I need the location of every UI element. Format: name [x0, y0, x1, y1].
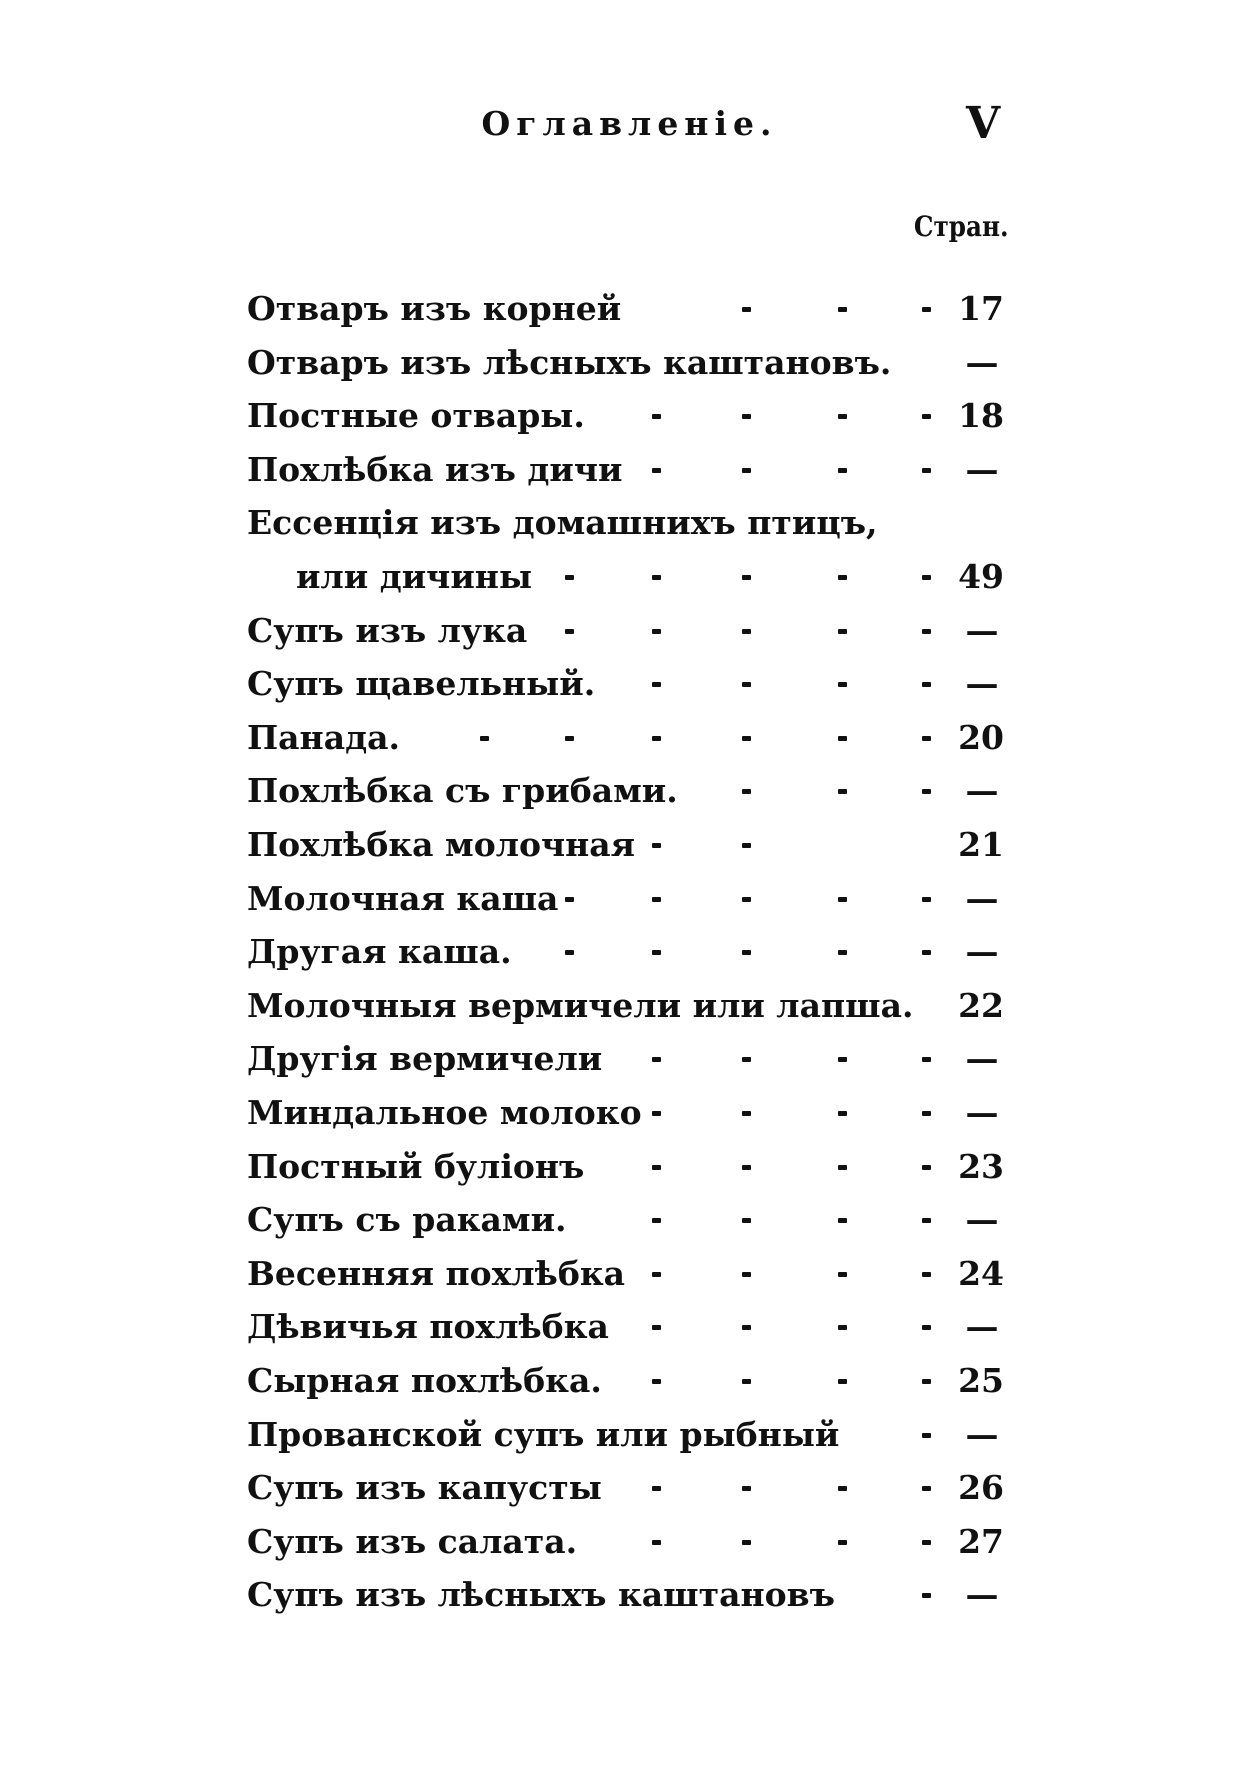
toc-entry [0, 1569, 1259, 1621]
leader-dot [565, 736, 574, 741]
toc-entry [0, 873, 1259, 925]
toc-entry-title: Сырная похлѣбка. [247, 1361, 602, 1400]
leader-dot [838, 1111, 847, 1116]
leader-dot [652, 1486, 661, 1491]
leader-dot [838, 1218, 847, 1223]
leader-dot [652, 1165, 661, 1170]
leader-dot [742, 1218, 751, 1223]
leader-dot [838, 789, 847, 794]
leader-dot [480, 736, 489, 741]
leader-dot [922, 629, 931, 634]
toc-entry-page: — [965, 449, 999, 489]
toc-entry-page: — [965, 1307, 999, 1347]
leader-dot [742, 307, 751, 312]
leader-dot [652, 897, 661, 902]
toc-entry-page: 49 [958, 557, 1004, 596]
toc-entry-page: 18 [958, 396, 1004, 436]
leader-dot [922, 1111, 931, 1116]
toc-entry-title: или дичины [296, 557, 533, 596]
leader-dot [838, 1165, 847, 1170]
leader-dot [652, 1325, 661, 1330]
leader-dot [922, 1540, 931, 1545]
toc-entry [0, 1355, 1259, 1407]
toc-entry-page: 27 [958, 1521, 1004, 1561]
toc-entry-page: 25 [958, 1361, 1004, 1400]
toc-entry [0, 1462, 1259, 1514]
leader-dot [742, 1111, 751, 1116]
toc-entry [0, 1516, 1259, 1568]
leader-dot [742, 682, 751, 687]
toc-entry [0, 1033, 1259, 1085]
leader-dot [652, 736, 661, 741]
leader-dot [922, 414, 931, 419]
toc-entry [0, 1194, 1259, 1246]
toc-entry-title: Постные отвары. [247, 396, 585, 436]
toc-entry-page: 26 [958, 1468, 1004, 1508]
toc-entry-page: 21 [958, 825, 1004, 864]
leader-dot [742, 736, 751, 741]
toc-entry-page: — [965, 1039, 999, 1079]
toc-entry [0, 551, 1259, 603]
leader-dot [652, 1540, 661, 1545]
leader-dot [652, 1379, 661, 1384]
leader-dot [838, 682, 847, 687]
leader-dot [742, 1272, 751, 1277]
toc-entry-title: Похлѣбка съ грибами. [247, 771, 678, 811]
leader-dot [838, 629, 847, 634]
toc-entry [0, 926, 1259, 978]
leader-dot [838, 1379, 847, 1384]
leader-dot [922, 950, 931, 955]
toc-entry [0, 605, 1259, 657]
toc-entry [0, 497, 1259, 549]
toc-entry-title: Весенняя похлѣбка [247, 1253, 626, 1293]
toc-entry-page: — [965, 1414, 999, 1454]
leader-dot [652, 414, 661, 419]
toc-entry [0, 765, 1259, 817]
leader-dot [838, 950, 847, 955]
leader-dot [565, 629, 574, 634]
leader-dot [838, 897, 847, 902]
toc-entry-page: 23 [958, 1146, 1004, 1186]
leader-dot [565, 897, 574, 902]
leader-dot [742, 1057, 751, 1062]
toc-entry-page: 17 [958, 289, 1004, 328]
leader-dot [565, 575, 574, 580]
toc-entry-title: Молочныя вермичели или лапша. [247, 985, 914, 1025]
toc-entry-page: 20 [958, 717, 1004, 757]
leader-dot [742, 1325, 751, 1330]
leader-dot [922, 1165, 931, 1170]
toc-entry-title: Отваръ изъ корней [247, 289, 622, 328]
toc-entry-title: Панада. [247, 717, 400, 757]
leader-dot [922, 1593, 931, 1598]
toc-entry-page: — [965, 1575, 999, 1615]
leader-dot [922, 789, 931, 794]
leader-dot [742, 468, 751, 473]
leader-dot [838, 736, 847, 741]
leader-dot [742, 1540, 751, 1545]
toc-entry-title: Миндальное молоко [247, 1093, 642, 1132]
leader-dot [922, 1325, 931, 1330]
leader-dot [652, 843, 661, 848]
leader-dot [652, 682, 661, 687]
leader-dot [652, 1272, 661, 1277]
toc-entry-title: Постный буліонъ [247, 1146, 585, 1186]
leader-dot [742, 789, 751, 794]
leader-dot [922, 1379, 931, 1384]
leader-dot [922, 897, 931, 902]
toc-entry-title: Другая каша. [247, 932, 512, 972]
leader-dot [742, 414, 751, 419]
leader-dot [838, 1486, 847, 1491]
toc-entry-title: Отваръ изъ лѣсныхъ каштановъ. [247, 342, 892, 382]
toc-entry [0, 390, 1259, 442]
page-number-roman: V [966, 98, 1001, 149]
leader-dot [838, 1325, 847, 1330]
leader-dot [838, 1272, 847, 1277]
toc-entry-page: — [965, 878, 999, 918]
page-column-label: Стран. [914, 210, 1009, 243]
toc-entry [0, 658, 1259, 710]
page-title: Оглавленіе. [481, 104, 778, 143]
leader-dot [652, 1057, 661, 1062]
toc-entry-page: — [965, 771, 999, 811]
toc-entry-page: 24 [958, 1253, 1004, 1293]
leader-dot [922, 736, 931, 741]
toc-entry [0, 1409, 1259, 1461]
leader-dot [742, 843, 751, 848]
toc-entry-title: Молочная каша [247, 878, 559, 918]
toc-entry-page: — [965, 932, 999, 972]
toc-entry-title: Супъ съ раками. [247, 1200, 567, 1240]
leader-dot [838, 575, 847, 580]
leader-dot [742, 575, 751, 580]
toc-entry-page: — [965, 342, 999, 382]
toc-entry [0, 1087, 1259, 1139]
toc-entry-page: 22 [958, 985, 1004, 1025]
leader-dot [652, 1111, 661, 1116]
toc-entry-page: — [965, 610, 999, 650]
leader-dot [652, 468, 661, 473]
leader-dot [742, 950, 751, 955]
toc-entry-title: Супъ изъ лѣсныхъ каштановъ [247, 1575, 835, 1615]
leader-dot [922, 1433, 931, 1438]
leader-dot [652, 575, 661, 580]
toc-entry-title: Другія вермичели [247, 1039, 603, 1079]
leader-dot [922, 1057, 931, 1062]
leader-dot [838, 307, 847, 312]
leader-dot [652, 1218, 661, 1223]
leader-dot [565, 950, 574, 955]
toc-entry-page: — [965, 1093, 999, 1132]
leader-dot [742, 1165, 751, 1170]
leader-dot [742, 1379, 751, 1384]
leader-dot [652, 950, 661, 955]
toc-entry-title: Прованской супъ или рыбный [247, 1414, 840, 1454]
toc-entry [0, 819, 1259, 871]
leader-dot [922, 1486, 931, 1491]
toc-entry [0, 283, 1259, 335]
toc-entry [0, 1301, 1259, 1353]
toc-entry [0, 1141, 1259, 1193]
leader-dot [922, 307, 931, 312]
leader-dot [742, 1486, 751, 1491]
toc-entry-page: — [965, 1200, 999, 1240]
toc-entry-title: Супъ изъ салата. [247, 1521, 578, 1561]
toc-entry-title: Супъ изъ лука [247, 610, 528, 650]
leader-dot [652, 629, 661, 634]
toc-entry-title: Супъ щавельный. [247, 664, 596, 704]
leader-dot [838, 1540, 847, 1545]
leader-dot [922, 682, 931, 687]
leader-dot [742, 897, 751, 902]
leader-dot [922, 1272, 931, 1277]
leader-dot [742, 629, 751, 634]
toc-entry [0, 980, 1259, 1032]
toc-entry-title: Супъ изъ капусты [247, 1468, 602, 1508]
toc-entry-title: Похлѣбка молочная [247, 825, 636, 864]
toc-entry [0, 337, 1259, 389]
toc-entry [0, 1248, 1259, 1300]
toc-entry-page: — [965, 664, 999, 704]
leader-dot [922, 575, 931, 580]
leader-dot [922, 468, 931, 473]
toc-entry [0, 712, 1259, 764]
leader-dot [922, 1218, 931, 1223]
toc-entry-title: Ессенція изъ домашнихъ птицъ, [247, 503, 878, 543]
leader-dot [838, 414, 847, 419]
leader-dot [838, 468, 847, 473]
toc-entry [0, 444, 1259, 496]
toc-entry-title: Похлѣбка изъ дичи [247, 449, 623, 489]
leader-dot [838, 1057, 847, 1062]
toc-entry-title: Дѣвичья похлѣбка [247, 1307, 609, 1347]
